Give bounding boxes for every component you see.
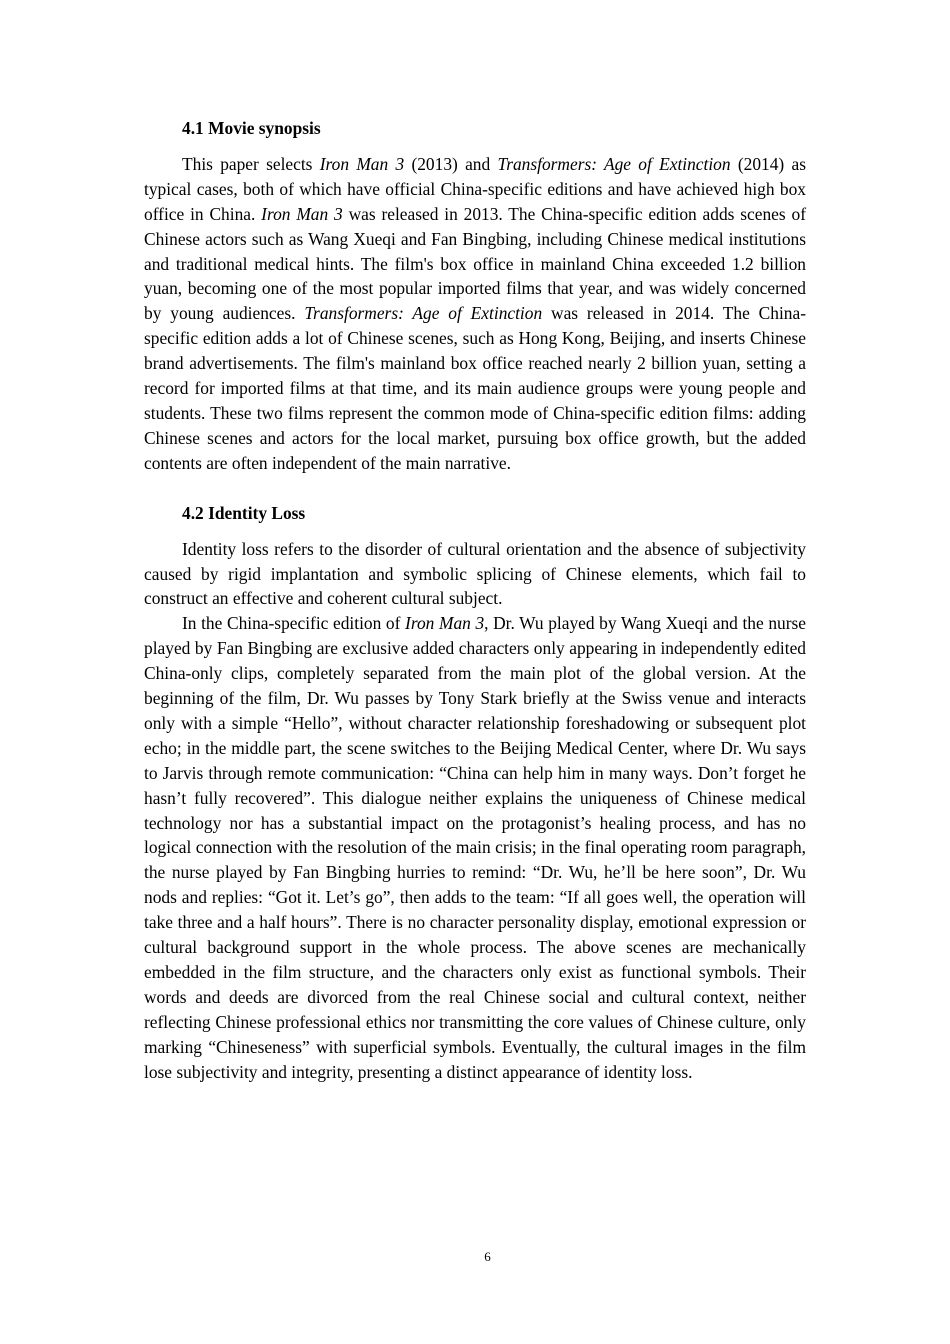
film-title: Iron Man 3 <box>405 613 485 634</box>
paragraph-synopsis: This paper selects Iron Man 3 (2013) and Transformers: Age of Extinction (2014) as typical cases, both of which have official China-specific editions and have achieved high box office in China. Iron Man 3 was released in 2013. The China-specific edition adds scenes of Chinese actors such as Wang Xueqi and Fan Bingbing, including Chinese medical institutions and traditional medical hints. The film's box office in mainland China exceeded 1.2 billion yuan, becoming one of the most popular imported films that year, and was widely concerned by young audiences. Transformers: Age of Extinction was released in 2014. The China-specific edition adds a lot of Chinese scenes, such as Hong Kong, Beijing, and inserts Chinese brand advertisements. The film's mainland box office reached nearly 2 billion yuan, setting a record for imported films at that time, and its main audience groups were young people and students. These two films represent the common mode of China-specific edition films: adding Chinese scenes and actors for the local market, pursuing box office growth, but the added contents are often independent of the main narrative. <box>144 153 806 473</box>
paragraph-identity-definition: Identity loss refers to the disorder of cultural orientation and the absence of subjectivity caused by rigid implantation and symbolic splicing of Chinese elements, which fail to construct an effective and coherent cultural subject. <box>144 538 806 609</box>
section-heading-4-1: 4.1 Movie synopsis <box>182 118 321 138</box>
paragraph-identity-analysis: In the China-specific edition of Iron Man 3, Dr. Wu played by Wang Xueqi and the nurse played by Fan Bingbing are exclusive added characters only appearing in independently edited China-only clips, completely separated from the main plot of the global version. At the beginning of the film, Dr. Wu passes by Tony Stark briefly at the Swiss venue and interacts only with a simple “Hello”, without character relationship foreshadowing or subsequent plot echo; in the middle part, the scene switches to the Beijing Medical Center, where Dr. Wu says to Jarvis through remote communication: “China can help him in many ways. Don’t forget he hasn’t fully recovered”. This dialogue neither explains the uniqueness of Chinese medical technology nor has a substantial impact on the protagonist’s healing process, and has no logical connection with the resolution of the main crisis; in the final operating room paragraph, the nurse played by Fan Bingbing hurries to remind: “Dr. Wu, he’ll be here soon”, Dr. Wu nods and replies: “Got it. Let’s go”, then adds to the team: “If all goes well, the operation will take three and a half hours”. There is no character personality display, emotional expression or cultural background support in the whole process. The above scenes are mechanically embedded in the film structure, and the characters only exist as functional symbols. Their words and deeds are divorced from the real Chinese social and cultural context, neither reflecting Chinese professional ethics nor transmitting the core values of Chinese culture, only marking “Chineseness” with superficial symbols. Eventually, the cultural images in the film lose subjectivity and integrity, presenting a distinct appearance of identity loss. <box>144 613 806 1082</box>
film-title: Transformers: Age of Extinction <box>304 303 543 324</box>
film-title: Iron Man 3 <box>261 203 343 224</box>
page-number: 6 <box>484 1249 491 1264</box>
section-heading-4-2: 4.2 Identity Loss <box>182 502 306 523</box>
film-title: Transformers: Age of Extinction <box>497 153 731 174</box>
page-content <box>144 116 806 1085</box>
film-title: Iron Man 3 <box>319 153 405 174</box>
